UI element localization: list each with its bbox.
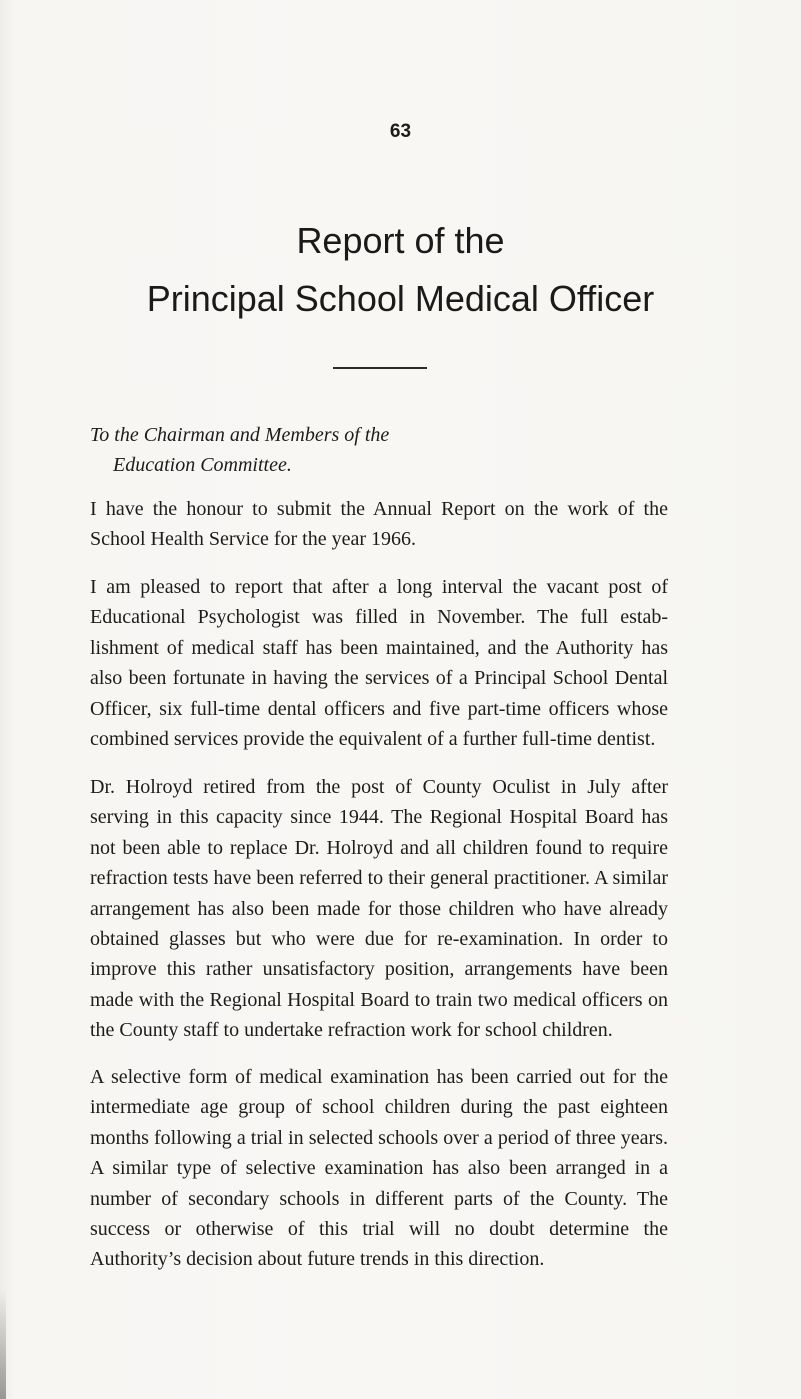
report-title-line-1: Report of the	[296, 220, 505, 261]
salutation-line-2: Education Committee.	[113, 454, 292, 476]
page-number: 63	[389, 121, 412, 142]
paragraph-oculist: Dr. Holroyd retired from the post of County Oculist in July after serving in this capacity since 1944. The Regional Hospital Board has not been able to replace Dr. Holroyd and all children found to require refraction tests have been referred to their general practitioner. A similar arrangement has also been made for those children who have already obtained glasses but who were due for re-examination. In order to improve this rather unsatisfactory position, arrangements have been made with the Regional Hospital Board to train two medical officers on the County staff to undertake refraction work for school children.	[90, 776, 668, 1042]
salutation-line-1: To the Chairman and Members of the	[90, 424, 390, 446]
paragraph-staffing: I am pleased to report that after a long interval the vacant post of Educational Psychologist was filled in November. The full establishment of medical staff has been maintained, and the Authority has also been fortunate in having the services of a Principal School Dental Officer, six full-time dental officers and five part-time officers whose combined services provide the equivalent of a further full-time dentist.	[90, 576, 668, 751]
paragraph-introduction: I have the honour to submit the Annual Report on the work of the School Health Service for the year 1966.	[90, 498, 668, 551]
report-title-line-2: Principal School Medical Officer	[146, 278, 655, 319]
page-edge-shadow	[0, 1290, 6, 1399]
title-divider	[333, 367, 427, 369]
paragraph-selective-examination: A selective form of medical examination has been carried out for the intermediate age group of school children during the past eighteen months following a trial in selected schools over a period of three years. A similar type of selective examination has also been arranged in a number of secondary schools in different parts of the County. The success or otherwise of this trial will no doubt determine the Authority’s decision about future trends in this direction.	[90, 1066, 668, 1271]
